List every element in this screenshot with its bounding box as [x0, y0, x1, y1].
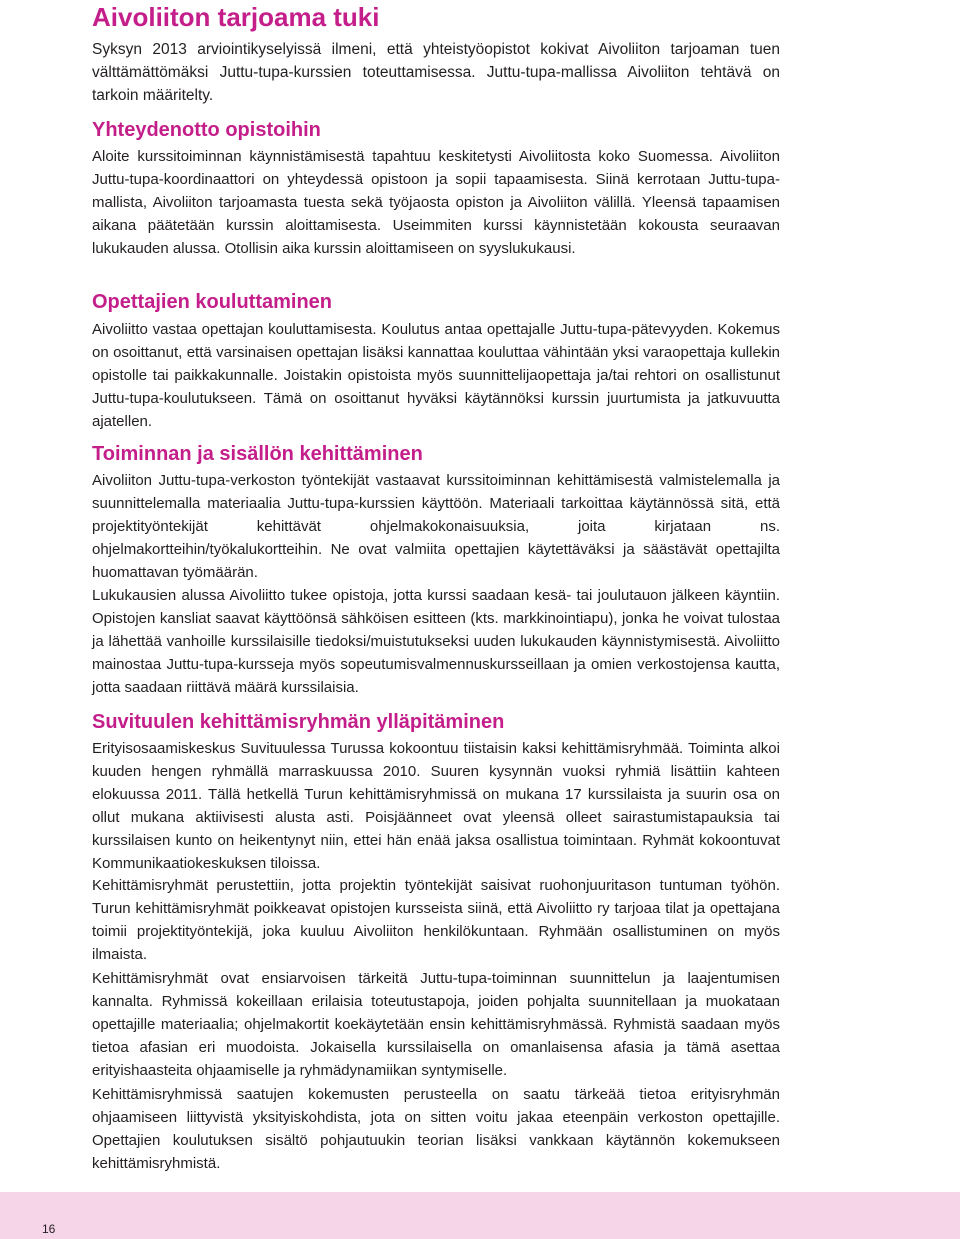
section-paragraph: Aivoliiton Juttu-tupa-verkoston työntekijät vastaavat kurssitoiminnan kehittämisestä valmistelemalla ja suunnittelemalla materiaalia Juttu-tupa-kurssien käyttöön. Materiaali tarkoittaa käytännössä sitä, että projektityöntekijät kehittävät ohjelmakokonaisuuksia, joita kirjataan ns. ohjelmakortteihin/työkalukortteihin. Ne ovat valmiita opettajien käytettäväksi ja säästävät opettajilta huomattavan työmäärän.	[92, 472, 780, 581]
footer-bar	[0, 1192, 960, 1239]
section-heading-suvituulen: Suvituulen kehittämisryhmän ylläpitäminen	[92, 711, 505, 733]
section-paragraph: Kehittämisryhmät perustettiin, jotta projektin työntekijät saisivat ruohonjuuritason tuntuman työhön. Turun kehittämisryhmät poikkeavat opistojen kursseista siinä, että Aivoliitto ry tarjoaa tilat ja opettajana toimii projektityöntekijä, joka kuuluu Aivoliiton henkilökuntaan. Ryhmään osallistuminen on myös ilmaista.	[92, 877, 780, 963]
section-paragraph: Aivoliitto vastaa opettajan kouluttamisesta. Koulutus antaa opettajalle Juttu-tupa-pätevyyden. Kokemus on osoittanut, että varsinaisen opettajan lisäksi kannattaa kouluttaa vähintään yksi varaopettaja kullekin opistolle tai paikkakunnalle. Joistakin opistoista myös suunnittelijaopettaja ja/tai rehtori on osallistunut Juttu-tupa-koulutukseen. Tämä on osoittanut hyväksi käytännöksi kurssin juurtumista ja jatkuvuutta ajatellen.	[92, 321, 780, 430]
page-number: 16	[42, 1222, 56, 1236]
section-paragraph: Erityisosaamiskeskus Suvituulessa Turussa kokoontuu tiistaisin kaksi kehittämisryhmää. Toiminta alkoi kuuden hengen ryhmällä marraskuussa 2010. Suuren kysynnän vuoksi ryhmiä lisättiin kahteen elokuussa 2011. Tällä hetkellä Turun kehittämisryhmissä on mukana 17 kurssilaista ja suurin osa on ollut mukana aktiivisesti alusta asti. Poisjäänneet ovat yleensä olleet sairastumistapauksia tai kurssilaisen kunto on heikentynyt niin, ettei hän enää jaksa osallistua toimintaan. Ryhmät kokoontuvat Kommunikaatiokeskuksen tiloissa.	[92, 740, 780, 872]
section-paragraph: Kehittämisryhmissä saatujen kokemusten perusteella on saatu tärkeää tietoa erityisryhmän ohjaamiseen liittyvistä yksityiskohdista, jota on sitten voitu jakaa eteenpäin verkoston opettajille. Opettajien koulutuksen sisältö pohjautuukin teorian lisäksi vankkaan käytännön kokemukseen kehittämisryhmistä.	[92, 1086, 780, 1172]
section-paragraph: Aloite kurssitoiminnan käynnistämisestä tapahtuu keskitetysti Aivoliitosta koko Suomessa. Aivoliiton Juttu-tupa-koordinaattori on yhteydessä opistoon ja sopii tapaamisesta. Siinä kerrotaan Juttu-tupa-mallista, Aivoliiton tarjoamasta tuesta sekä työjaosta opiston ja Aivoliiton välillä. Yleensä tapaamisen aikana päätetään kurssin aloittamisesta. Useimmiten kurssi käynnistetään kokousta seuraavan lukukauden alussa. Otollisin aika kurssin aloittamiseen on syyslukukausi.	[92, 148, 780, 257]
intro-paragraph: Syksyn 2013 arviointikyselyissä ilmeni, että yhteistyöopistot kokivat Aivoliiton tarjoaman tuen välttämättömäksi Juttu-tupa-kurssien toteuttamisessa. Juttu-tupa-mallissa Aivoliiton tehtävä on tarkoin määritelty.	[92, 41, 780, 104]
section-paragraph: Lukukausien alussa Aivoliitto tukee opistoja, jotta kurssi saadaan kesä- tai joulutauon jälkeen käyntiin. Opistojen kansliat saavat käyttöönsä sähköisen esitteen (kts. markkinointiapu), jonka he voivat tulostaa ja lähettää vanhoille kurssilaisille tiedoksi/muistutukseksi uuden lukukauden käynnistymisestä. Aivoliitto mainostaa Juttu-tupa-kursseja myös sopeutumisvalmennuskursseillaan ja omien verkostojensa kautta, jotta saadaan riittävä määrä kurssilaisia.	[92, 587, 780, 696]
page-title: Aivoliiton tarjoama tuki	[92, 2, 380, 32]
section-paragraph: Kehittämisryhmät ovat ensiarvoisen tärkeitä Juttu-tupa-toiminnan suunnittelun ja laajentumisen kannalta. Ryhmissä kokeillaan erilaisia toteutustapoja, joiden pohjalta suunnitellaan ja muokataan opettajille materiaalia; ohjelmakortit koekäytetään ensin kehittämisryhmässä. Ryhmistä saadaan myös tietoa afasian eri muodoista. Jokaisella kurssilaisella on omanlaisensa afasia ja tämä asettaa erityishaasteita ohjaamiselle ja ryhmädynamiikan syntymiselle.	[92, 970, 780, 1079]
section-heading-yhteydenotto: Yhteydenotto opistoihin	[92, 119, 321, 141]
section-heading-toiminnan: Toiminnan ja sisällön kehittäminen	[92, 443, 423, 465]
section-heading-opettajien: Opettajien kouluttaminen	[92, 291, 333, 313]
